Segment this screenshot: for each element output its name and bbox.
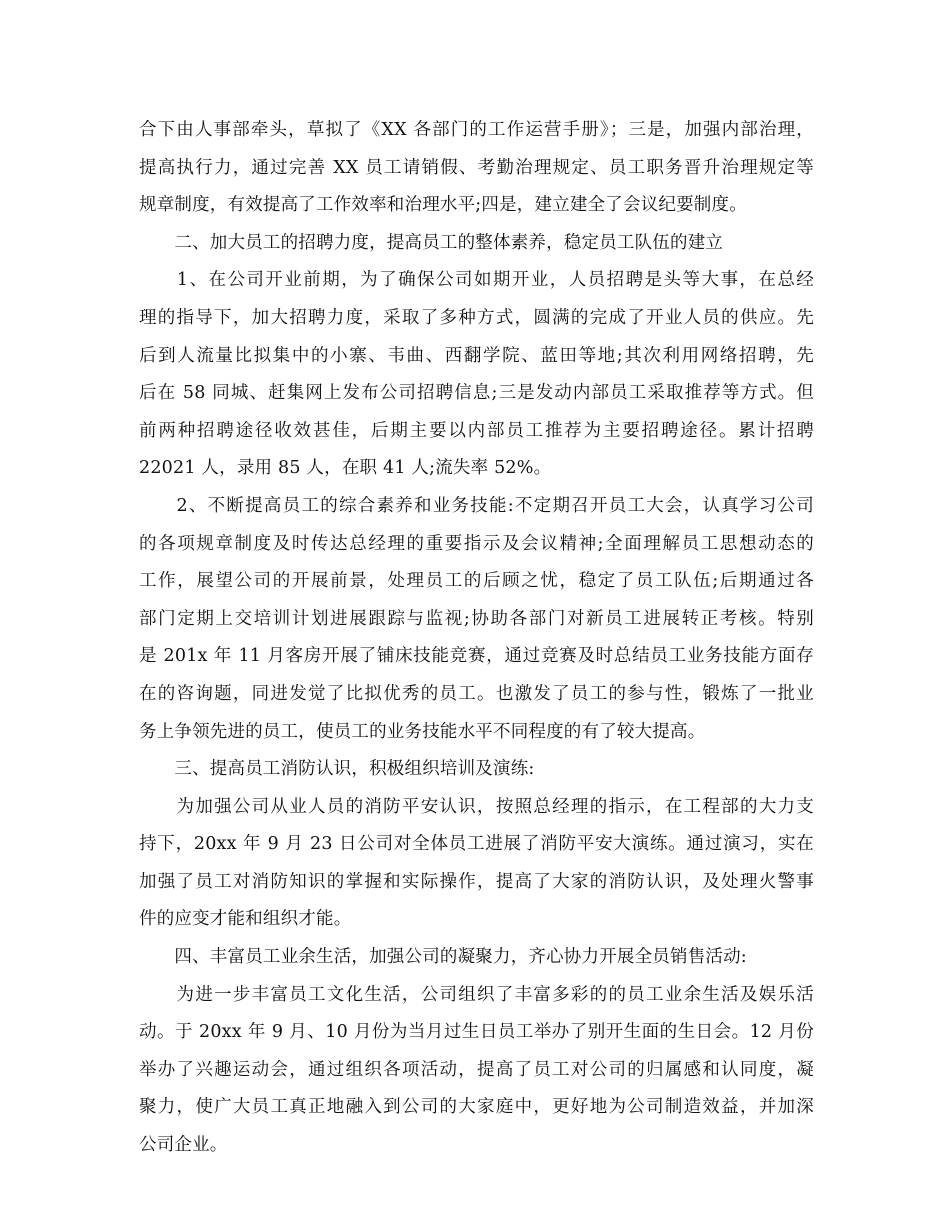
text-line: 务上争领先进的员工，使员工的业务技能水平不同程度的有了较大提高。 [139,721,706,742]
text-line: 工作，展望公司的开展前景，处理员工的后顾之忧，稳定了员工队伍;后期通过各 [139,571,814,592]
text-line: 件的应变才能和组织才能。 [139,909,352,930]
section-heading: 二、加大员工的招聘力度，提高员工的整体素养，稳定员工队伍的建立 [139,232,724,253]
text-line: 在的咨询题，同进发觉了比拟优秀的员工。也激发了员工的参与性，锻炼了一批业 [139,683,814,704]
text-line: 公司企业。 [139,1135,228,1156]
text-line: 持下，20xx 年 9 月 23 日公司对全体员工进展了消防平安大演练。通过演习，实在 [139,834,814,855]
text-line: 动。于 20xx 年 9 月、10 月份为当月过生日员工举办了别开生面的生日会。12 月份 [139,1022,814,1043]
text-line: 的各项规章制度及时传达总经理的重要指示及会议精神;全面理解员工思想动态的 [139,533,814,554]
text-line: 提高执行力，通过完善 XX 员工请销假、考勤治理规定、员工职务晋升治理规定等 [139,157,814,178]
text-line: 理的指导下，加大招聘力度，采取了多种方式，圆满的完成了开业人员的供应。先 [139,307,814,328]
text-line: 为加强公司从业人员的消防平安认识，按照总经理的指示，在工程部的大力支 [139,796,814,817]
text-line: 是 201x 年 11 月客房开展了铺床技能竞赛，通过竞赛及时总结员工业务技能方面存 [139,646,814,667]
section-heading: 三、提高员工消防认识，积极组织培训及演练: [139,759,535,780]
text-line: 后在 58 同城、赶集网上发布公司招聘信息;三是发动内部员工采取推荐等方式。但 [139,383,814,404]
text-line: 22021 人，录用 85 人，在职 41 人;流失率 52%。 [139,458,552,479]
text-line: 合下由人事部牵头，草拟了《XX 各部门的工作运营手册》；三是，加强内部治理， [139,120,814,140]
text-line: 聚力，使广大员工真正地融入到公司的大家庭中，更好地为公司制造效益，并加深 [139,1097,814,1118]
document-body [139,112,814,1165]
text-line: 1、在公司开业前期，为了确保公司如期开业，人员招聘是头等大事，在总经 [139,270,814,291]
text-line: 加强了员工对消防知识的掌握和实际操作，提高了大家的消防认识，及处理火警事 [139,871,814,892]
text-line: 规章制度，有效提高了工作效率和治理水平;四是，建立建全了会议纪要制度。 [139,195,747,216]
text-line: 举办了兴趣运动会，通过组织各项活动，提高了员工对公司的归属感和认同度，凝 [139,1059,814,1080]
text-line: 前两种招聘途径收效甚佳，后期主要以内部员工推荐为主要招聘途径。累计招聘 [139,420,814,441]
text-line: 为进一步丰富员工文化生活，公司组织了丰富多彩的的员工业余生活及娱乐活 [139,984,814,1005]
text-line: 2、不断提高员工的综合素养和业务技能:不定期召开员工大会，认真学习公司 [139,495,814,516]
text-line: 后到人流量比拟集中的小寨、韦曲、西翻学院、蓝田等地;其次利用网络招聘，先 [139,345,814,366]
text-line: 部门定期上交培训计划进展跟踪与监视;协助各部门对新员工进展转正考核。特别 [139,608,814,629]
section-heading: 四、丰富员工业余生活，加强公司的凝聚力，齐心协力开展全员销售活动: [139,947,747,968]
